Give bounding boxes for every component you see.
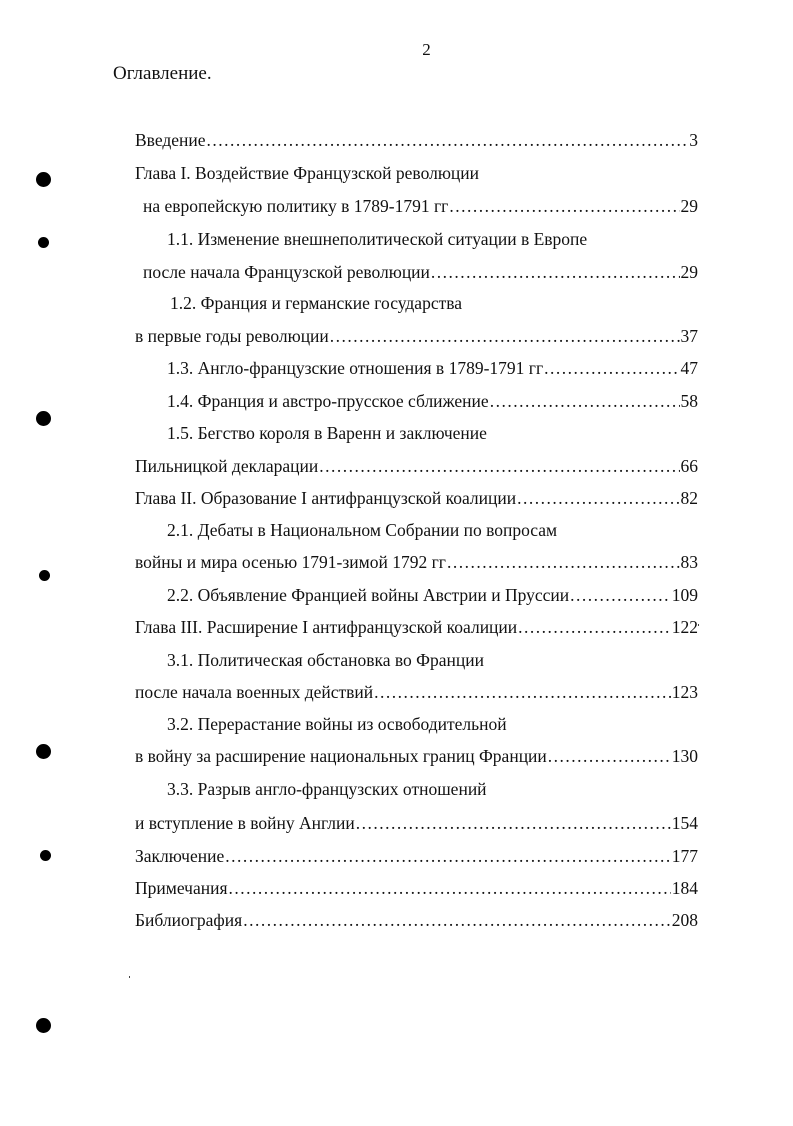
binder-hole [39, 570, 50, 581]
toc-entry-conclusion[interactable] [135, 845, 698, 867]
binder-hole [40, 850, 51, 861]
toc-entry-text: на европейскую политику в 1789-1791 гг [143, 196, 449, 216]
dot-leader [570, 584, 671, 606]
toc-entry-text: Библиография [135, 910, 243, 930]
dot-leader [490, 390, 680, 412]
toc-entry-text: 3.3. Разрыв англо-французских отношений [167, 779, 487, 799]
toc-entry-section-1-5-line-2[interactable] [135, 455, 698, 477]
toc-entry-page: 109 [671, 585, 698, 605]
toc-entry-text: 3.2. Перерастание войны из освободительной [167, 714, 507, 734]
toc-entry-bibliography[interactable] [135, 909, 698, 931]
toc-entry-section-2-1-line-1[interactable] [167, 519, 557, 541]
dot-leader [447, 551, 680, 573]
dot-leader [225, 845, 671, 867]
toc-entry-section-1-1-line-2[interactable] [143, 261, 698, 283]
toc-entry-text: 1.4. Франция и австро-прусское сближение [167, 391, 489, 411]
toc-entry-section-1-3[interactable] [167, 357, 698, 379]
dot-leader [330, 325, 680, 347]
page-number: 2 [422, 40, 431, 59]
toc-entry-text: 1.1. Изменение внешнеполитической ситуации в Европе [167, 229, 588, 249]
scan-speck [129, 976, 130, 978]
binder-hole [36, 172, 51, 187]
toc-entry-page: 83 [680, 552, 698, 572]
toc-entry-page: 123 [671, 682, 698, 702]
toc-entry-text: Глава III. Расширение I антифранцузской коалиции [135, 617, 518, 637]
scan-speck [698, 624, 699, 626]
toc-entry-section-1-2-line-2[interactable] [135, 325, 698, 347]
toc-entry-page: 29 [680, 196, 698, 216]
toc-entry-introduction[interactable] [135, 129, 698, 151]
toc-entry-section-3-1-line-2[interactable] [135, 681, 698, 703]
toc-entry-page: 47 [680, 358, 698, 378]
binder-hole [36, 411, 51, 426]
dot-leader [207, 129, 689, 151]
toc-entry-page: 154 [671, 813, 698, 833]
dot-leader [518, 616, 671, 638]
toc-entry-text: Примечания [135, 878, 228, 898]
toc-entry-page: 208 [671, 910, 698, 930]
toc-entry-text: 1.5. Бегство короля в Варенн и заключение [167, 423, 487, 443]
toc-entry-chapter-1-line-2[interactable] [143, 195, 698, 217]
toc-entry-section-3-2-line-2[interactable] [135, 745, 698, 767]
toc-entry-text: Пильницкой декларации [135, 456, 319, 476]
toc-entry-text: Глава I. Воздействие Французской революции [135, 163, 479, 183]
toc-entry-section-2-1-line-2[interactable] [135, 551, 698, 573]
toc-entry-page: 66 [680, 456, 698, 476]
toc-entry-section-3-3-line-1[interactable] [167, 778, 487, 800]
dot-leader [544, 357, 679, 379]
toc-entry-section-3-2-line-1[interactable] [167, 713, 507, 735]
toc-entry-text: 2.2. Объявление Францией войны Австрии и Пруссии [167, 585, 570, 605]
toc-entry-page: 58 [680, 391, 698, 411]
toc-title: Оглавление. [113, 63, 212, 84]
toc-entry-text: после начала военных действий [135, 682, 374, 702]
dot-leader [431, 261, 680, 283]
toc-entry-section-1-4[interactable] [167, 390, 698, 412]
toc-entry-notes[interactable] [135, 877, 698, 899]
binder-hole [36, 1018, 51, 1033]
toc-entry-text: в первые годы революции [135, 326, 329, 346]
toc-entry-text: 2.1. Дебаты в Национальном Собрании по вопросам [167, 520, 558, 540]
toc-entry-section-1-2-line-1[interactable] [170, 292, 462, 314]
toc-entry-page: 122 [671, 617, 698, 637]
toc-entry-page: 177 [671, 846, 698, 866]
toc-entry-text: и вступление в войну Англии [135, 813, 355, 833]
toc-entry-text: Введение [135, 130, 206, 150]
toc-entry-text: войны и мира осенью 1791-зимой 1792 гг [135, 552, 446, 572]
toc-entry-page: 29 [680, 262, 698, 282]
toc-entry-chapter-1-line-1[interactable] [135, 162, 479, 184]
toc-entry-page: 82 [680, 488, 698, 508]
toc-entry-text: Заключение [135, 846, 225, 866]
toc-entry-section-2-2[interactable] [167, 584, 698, 606]
toc-entry-page: 184 [671, 878, 698, 898]
dot-leader [229, 877, 671, 899]
toc-entry-text: 1.3. Англо-французские отношения в 1789-1791 гг [167, 358, 544, 378]
toc-entry-text: Глава II. Образование I антифранцузской коалиции [135, 488, 517, 508]
toc-entry-section-1-5-line-1[interactable] [167, 422, 487, 444]
toc-entry-page: 130 [671, 746, 698, 766]
toc-entry-section-1-1-line-1[interactable] [167, 228, 587, 250]
dot-leader [356, 812, 671, 834]
toc-entry-text: 1.2. Франция и германские государства [170, 293, 463, 313]
toc-entry-text: после начала Французской революции [143, 262, 430, 282]
binder-hole [36, 744, 51, 759]
dot-leader [243, 909, 671, 931]
dot-leader [374, 681, 671, 703]
toc-entry-text: в войну за расширение национальных границ Франции [135, 746, 547, 766]
dot-leader [548, 745, 671, 767]
toc-entry-chapter-3[interactable] [135, 616, 698, 638]
toc-entry-page: 3 [689, 130, 698, 150]
binder-hole [38, 237, 49, 248]
toc-entry-page: 37 [680, 326, 698, 346]
dot-leader [319, 455, 679, 477]
toc-entry-chapter-2[interactable] [135, 487, 698, 509]
toc-entry-text: 3.1. Политическая обстановка во Франции [167, 650, 484, 670]
dot-leader [449, 195, 679, 217]
toc-entry-section-3-3-line-2[interactable] [135, 812, 698, 834]
dot-leader [517, 487, 679, 509]
toc-entry-section-3-1-line-1[interactable] [167, 649, 484, 671]
